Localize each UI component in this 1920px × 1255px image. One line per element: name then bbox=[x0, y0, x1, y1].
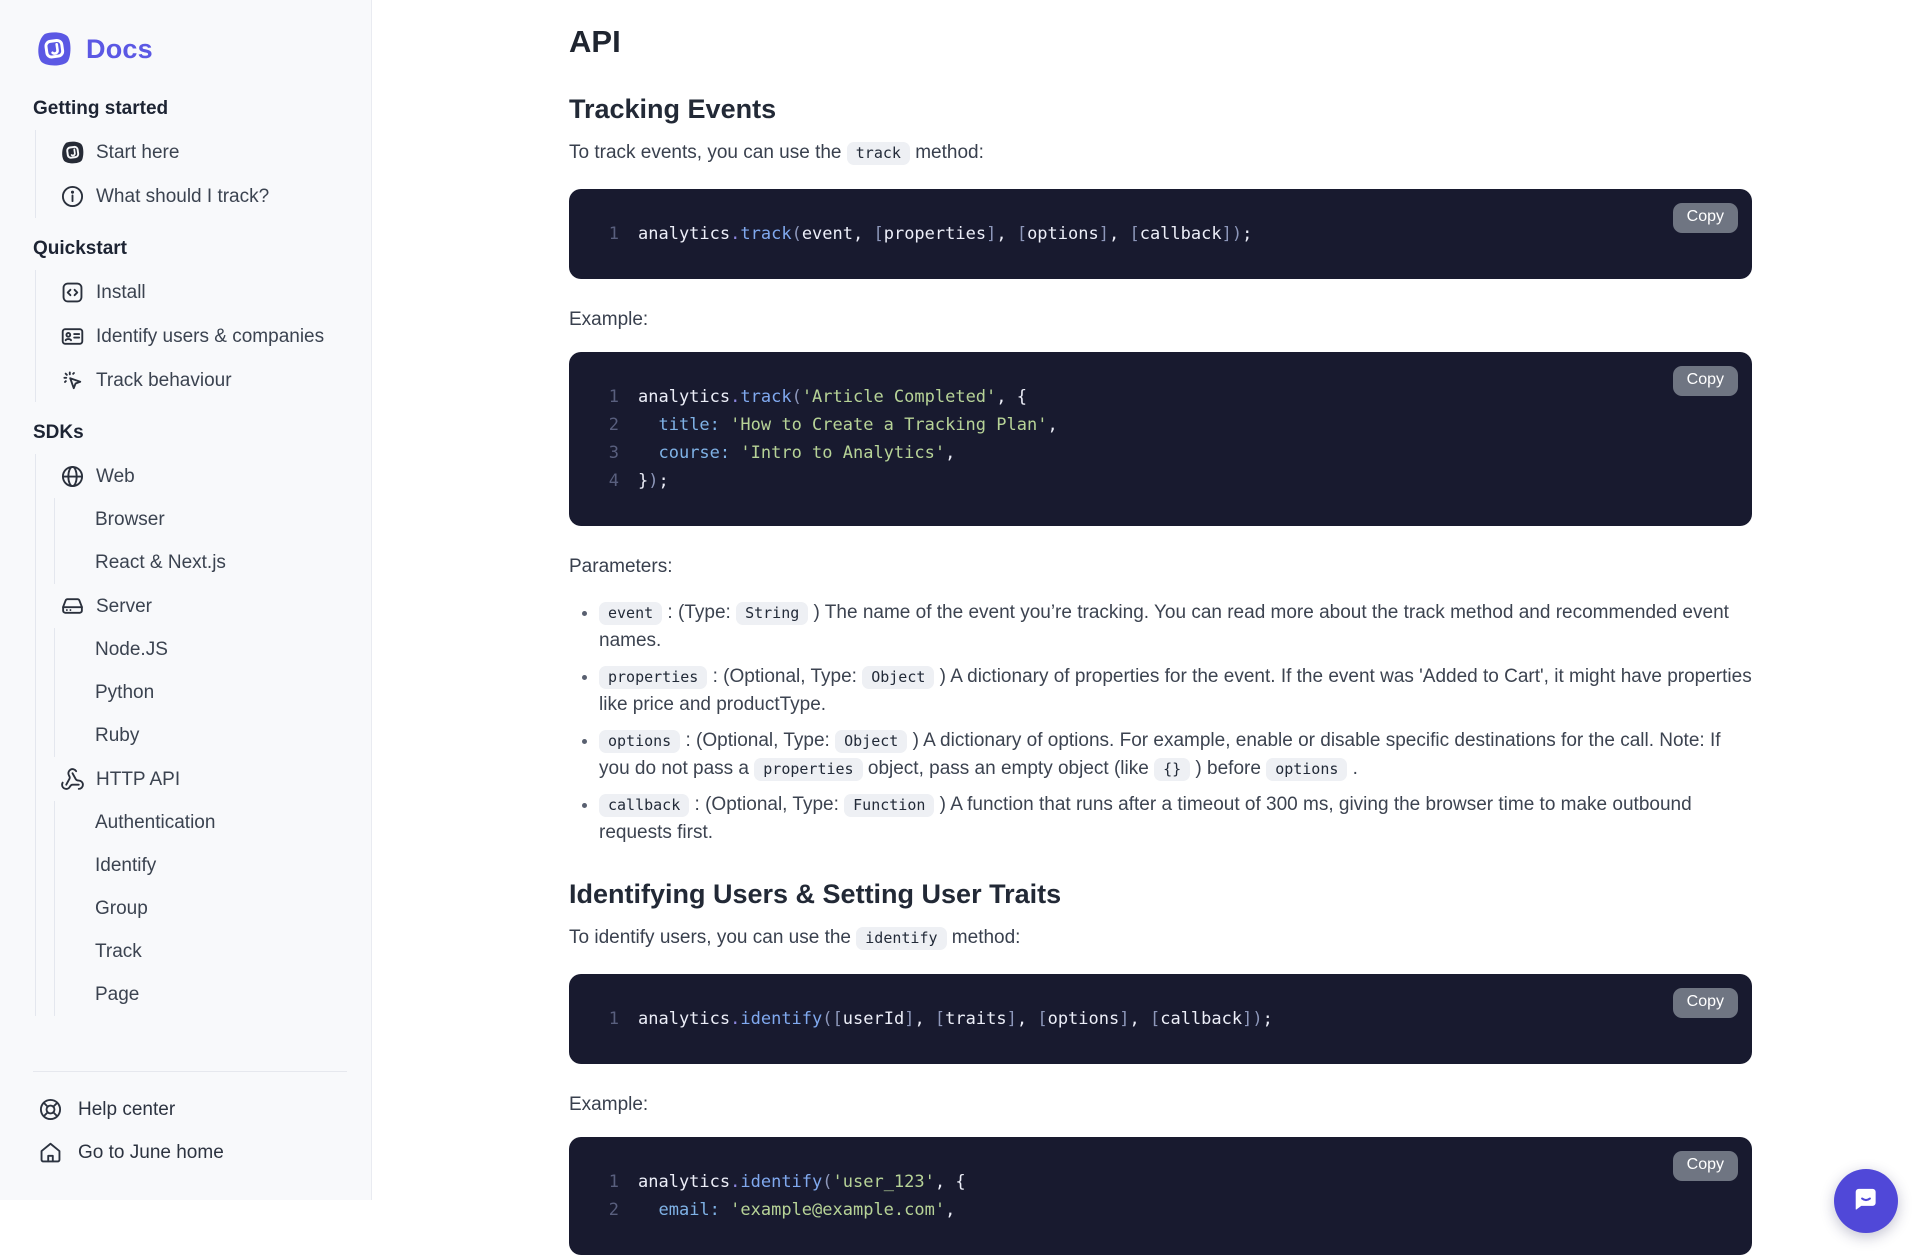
cursor-click-icon bbox=[59, 367, 85, 393]
webhook-icon bbox=[59, 766, 85, 792]
sidebar-item-group[interactable]: Group bbox=[95, 898, 148, 919]
sidebar-item-authentication[interactable]: Authentication bbox=[95, 812, 216, 833]
parameter-item-options: • options : (Optional, Type: Object ) A dictionary of options. For example, enable or disable specific destinations for the call. Note: If you do not pass a properties object, pass an empty object (like {} ) before options . bbox=[599, 727, 1752, 783]
example-label: Example: bbox=[569, 309, 649, 330]
sidebar-item-label: What should I track? bbox=[96, 185, 270, 207]
parameter-item-callback: • callback : (Optional, Type: Function ) A function that runs after a timeout of 300 ms, giving the browser time to make outbound requests first. bbox=[599, 791, 1752, 847]
june-logo-icon bbox=[35, 30, 73, 68]
sidebar-item-nodejs[interactable]: Node.JS bbox=[95, 639, 168, 660]
nav-section-quickstart: Quickstart bbox=[33, 238, 127, 259]
nav-section-getting-started: Getting started bbox=[33, 98, 169, 119]
sidebar-item-label: Identify users & companies bbox=[96, 325, 325, 347]
code-block-identify-signature bbox=[569, 974, 1752, 1064]
copy-button[interactable]: Copy bbox=[1673, 988, 1738, 1018]
sidebar-item-label: HTTP API bbox=[96, 768, 181, 790]
sidebar-item-identify-users-companies[interactable] bbox=[36, 314, 351, 358]
copy-button[interactable]: Copy bbox=[1673, 1151, 1738, 1181]
june-logo-dark-icon bbox=[59, 139, 85, 165]
sidebar-item-page[interactable]: Page bbox=[95, 984, 140, 1005]
code-square-icon bbox=[59, 279, 85, 305]
page-title: API bbox=[569, 24, 621, 59]
code-content: 1 analytics.identify([userId], [traits], [options], [callback]); bbox=[608, 1009, 1273, 1029]
copy-button[interactable]: Copy bbox=[1673, 366, 1738, 396]
sidebar-footer bbox=[33, 1071, 351, 1174]
sidebar-item-install[interactable] bbox=[36, 270, 351, 314]
sidebar-item-label: Web bbox=[96, 465, 135, 487]
tracking-intro: To track events, you can use the track method: bbox=[569, 142, 984, 163]
nav-section-sdks: SDKs bbox=[33, 422, 84, 443]
sidebar-item-python[interactable]: Python bbox=[95, 682, 155, 703]
identifying-users-heading: Identifying Users & Setting User Traits bbox=[569, 879, 1062, 909]
life-buoy-icon bbox=[38, 1097, 63, 1122]
sidebar-item-ruby[interactable]: Ruby bbox=[95, 725, 140, 746]
parameter-item-event: • event : (Type: String ) The name of the event you’re tracking. You can read more about the track method and recommended event names. bbox=[599, 599, 1752, 655]
sidebar-item-server[interactable] bbox=[36, 584, 351, 628]
sidebar-item-label: Install bbox=[96, 281, 146, 303]
code-block-track-example bbox=[569, 352, 1752, 526]
main-content bbox=[372, 0, 1920, 1220]
chat-bubble-icon bbox=[1851, 1184, 1881, 1219]
sidebar bbox=[0, 0, 372, 1200]
footer-item-label: Help center bbox=[78, 1098, 176, 1120]
sidebar-item-web[interactable] bbox=[36, 454, 351, 498]
brand-logo-link[interactable] bbox=[35, 30, 351, 68]
sidebar-item-what-should-i-track[interactable] bbox=[36, 174, 351, 218]
code-block-identify-example bbox=[569, 1137, 1752, 1255]
id-card-icon bbox=[59, 323, 85, 349]
chat-launcher-button[interactable] bbox=[1834, 1169, 1898, 1233]
sidebar-item-browser[interactable]: Browser bbox=[95, 509, 165, 530]
sidebar-item-react-nextjs[interactable]: React & Next.js bbox=[95, 552, 226, 573]
parameter-item-properties: • properties : (Optional, Type: Object ) A dictionary of properties for the event. If the event was 'Added to Cart', it might have properties like price and productType. bbox=[599, 663, 1752, 719]
example-label: Example: bbox=[569, 1094, 649, 1115]
info-circle-icon bbox=[59, 183, 85, 209]
hard-drive-icon bbox=[59, 593, 85, 619]
sidebar-item-start-here[interactable] bbox=[36, 130, 351, 174]
globe-icon bbox=[59, 463, 85, 489]
sidebar-nav bbox=[33, 98, 351, 1057]
sidebar-item-identify[interactable]: Identify bbox=[95, 855, 157, 876]
brand-text: Docs bbox=[86, 33, 153, 64]
help-center-link[interactable] bbox=[33, 1088, 351, 1131]
sidebar-item-label: Start here bbox=[96, 141, 180, 163]
code-content: 1 analytics.track(event, [properties], [options], [callback]); bbox=[608, 224, 1253, 244]
tracking-events-heading: Tracking Events bbox=[569, 94, 777, 124]
sidebar-footer-divider bbox=[33, 1071, 347, 1072]
home-icon bbox=[38, 1140, 63, 1165]
copy-button[interactable]: Copy bbox=[1673, 203, 1738, 233]
sidebar-item-track-behaviour[interactable] bbox=[36, 358, 351, 402]
sidebar-item-http-api[interactable] bbox=[36, 757, 351, 801]
sidebar-item-label: Track behaviour bbox=[96, 369, 232, 391]
parameters-list bbox=[569, 599, 1752, 847]
sidebar-item-label: Server bbox=[96, 595, 152, 617]
sidebar-item-track[interactable]: Track bbox=[95, 941, 142, 962]
parameters-label: Parameters: bbox=[569, 556, 673, 577]
code-block-track-signature bbox=[569, 189, 1752, 279]
identifying-intro: To identify users, you can use the identify method: bbox=[569, 927, 1021, 948]
code-content: 1 analytics.identify('user_123', { 2 email: 'example@example.com', bbox=[608, 1172, 966, 1220]
go-to-june-home-link[interactable] bbox=[33, 1131, 351, 1174]
footer-item-label: Go to June home bbox=[78, 1141, 224, 1163]
code-content: 1 analytics.track('Article Completed', { 2 title: 'How to Create a Tracking Plan', 3 course: 'Intro to Analytics', 4 }); bbox=[608, 387, 1058, 491]
